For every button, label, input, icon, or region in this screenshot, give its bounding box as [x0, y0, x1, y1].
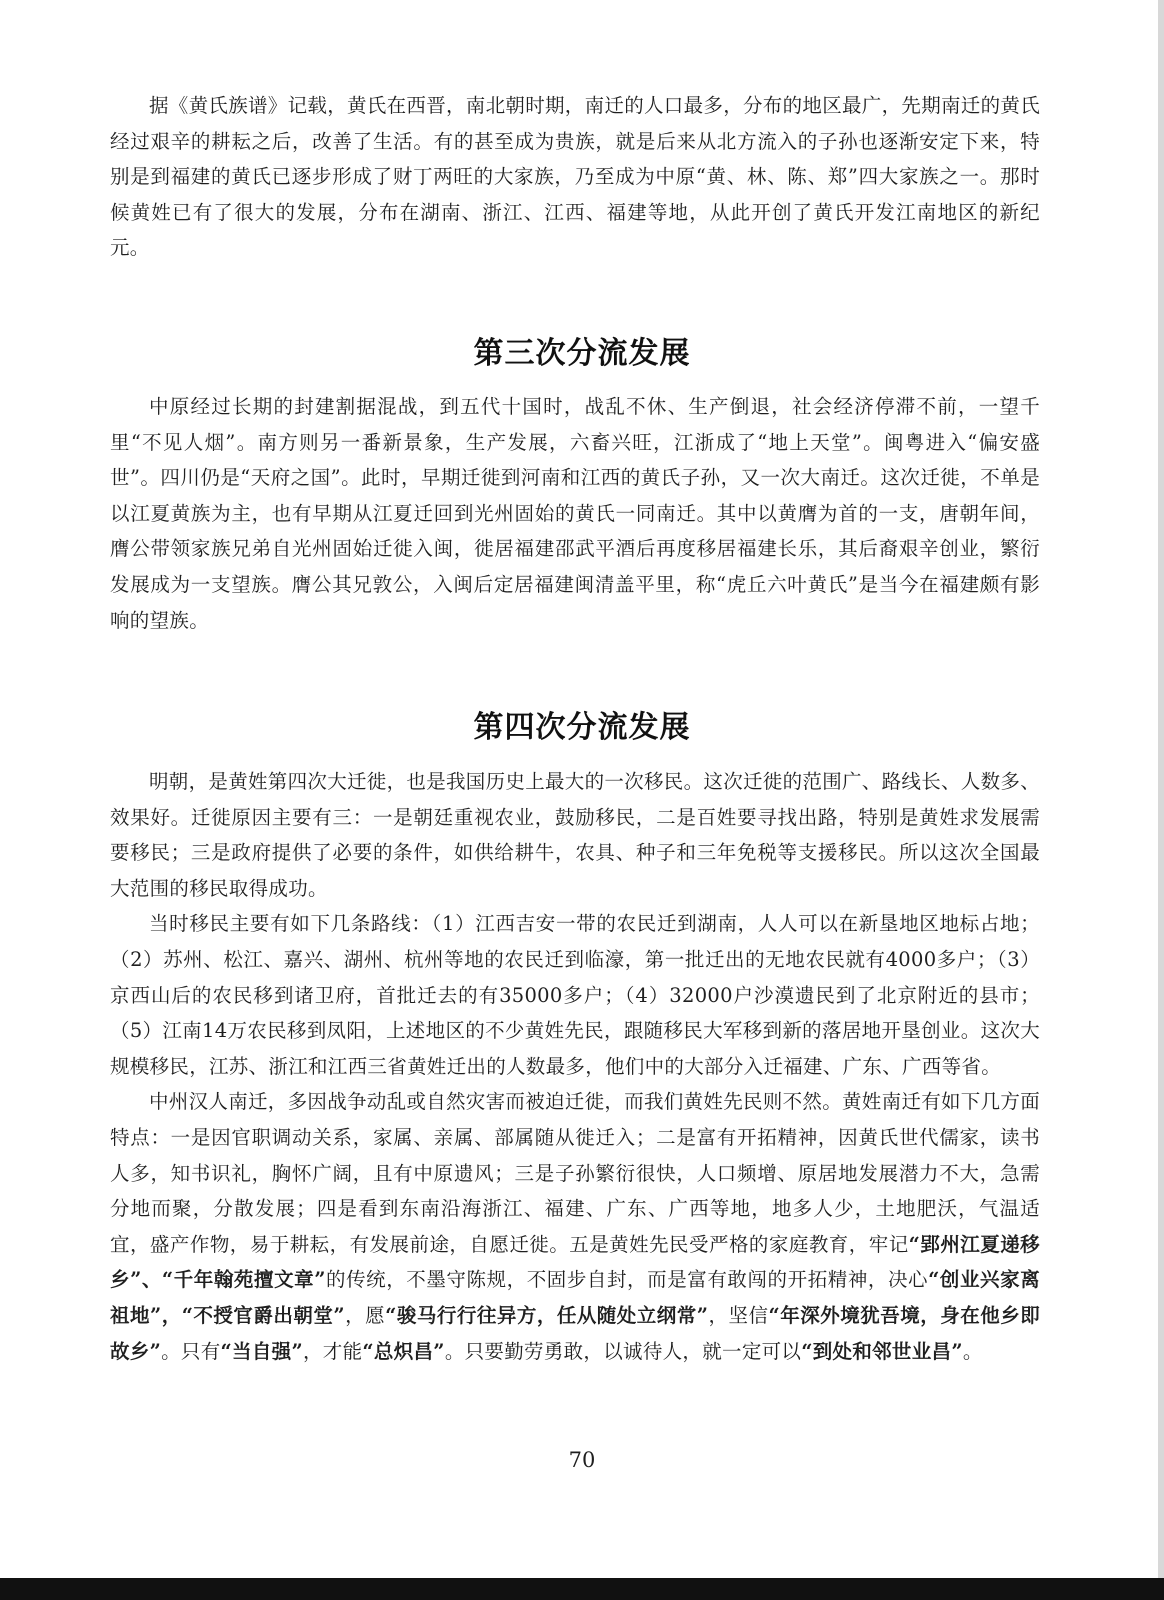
intro-paragraph: 据《黄氏族谱》记载，黄氏在西晋，南北朝时期，南迁的人口最多，分布的地区最广，先期南迁的黄氏经过艰辛的耕耘之后，改善了生活。有的甚至成为贵族，就是后来从北方流入的子孙也逐渐安定下来，特别是到福建的黄氏已逐步形成了财丁两旺的大家族，乃至成为中原“黄、林、陈、郑”四大家族之一。那时候黄姓已有了很大的发展，分布在湖南、浙江、江西、福建等地，从此开创了黄氏开发江南地区的新纪元。: [110, 94, 1041, 260]
section4-title: 第四次分流发展: [473, 710, 691, 745]
section3-title: 第三次分流发展: [473, 336, 691, 371]
page-number: 70: [568, 1448, 596, 1472]
section4-paragraph-1: 明朝，是黄姓第四次大迁徙，也是我国历史上最大的一次移民。这次迁徙的范围广、路线长、人数多、效果好。迁徙原因主要有三：一是朝廷重视农业，鼓励移民，二是百姓要寻找出路，特别是黄姓求发展需要移民；三是政府提供了必要的条件，如供给耕牛，农具、种子和三年免税等支援移民。所以这次全国最大范围的移民取得成功。: [110, 770, 1041, 900]
section4-paragraph-3: [110, 1084, 1040, 1369]
scan-edge-shade: [1158, 0, 1164, 1600]
quote-3: “骏马行行往异方，任从随处立纲常”: [385, 1303, 709, 1327]
p3-text-e: 。只有: [161, 1339, 221, 1363]
section4-body: [110, 764, 1040, 1369]
p3-text-f: ，才能: [302, 1339, 363, 1363]
quote-5: “当自强”: [220, 1339, 303, 1363]
p3-text-g: 。只要勤劳勇敢，以诚待人，就一定可以: [444, 1339, 802, 1363]
quote-6: “总炽昌”: [362, 1339, 445, 1363]
quote-1: “郢州江夏递移乡”、“千年翰苑擅文章”: [110, 1232, 1040, 1292]
quote-4: “年深外境犹吾境，身在他乡即故乡”: [110, 1303, 1040, 1363]
quote-7: “到处和邻世业昌”: [801, 1339, 963, 1363]
section3-paragraph: 中原经过长期的封建割据混战，到五代十国时，战乱不休、生产倒退，社会经济停滞不前，一望千里“不见人烟”。南方则另一番新景象，生产发展，六畜兴旺，江浙成了“地上天堂”。闽粤进入“偏安盛世”。四川仍是“天府之国”。此时，早期迁徙到河南和江西的黄氏子孙，又一次大南迁。这次迁徙，不单是以江夏黄族为主，也有早期从江夏迁回到光州固始的黄氏一同南迁。其中以黄膺为首的一支，唐朝年间，膺公带领家族兄弟自光州固始迁徙入闽，徙居福建邵武平酒后再度移居福建长乐，其后裔艰辛创业，繁衍发展成为一支望族。膺公其兄敦公，入闽后定居福建闽清盖平里，称“虎丘六叶黄氏”是当今在福建颇有影响的望族。: [110, 395, 1040, 632]
p3-text-c: ，愿: [344, 1303, 386, 1327]
p3-text-d: ，坚信: [708, 1303, 769, 1327]
intro-section: [110, 88, 1040, 266]
p3-text-h: 。: [962, 1339, 983, 1363]
quote-2: “创业兴家离祖地”，“不授官爵出朝堂”: [110, 1268, 1040, 1327]
section4-paragraph-2: 当时移民主要有如下几条路线：（1）江西吉安一带的农民迁到湖南，人人可以在新垦地区地标占地；（2）苏州、松江、嘉兴、湖州、杭州等地的农民迁到临濠，第一批迁出的无地农民就有4000多户；（3）京西山后的农民移到诸卫府，首批迁去的有35000多户；（4）32000户沙漠遗民到了北京附近的县市；（5）江南14万农民移到凤阳，上述地区的不少黄姓先民，跟随移民大军移到新的落居地开垦创业。这次大规模移民，江苏、浙江和江西三省黄姓迁出的人数最多，他们中的大部分入迁福建、广东、广西等省。: [110, 912, 1040, 1078]
p3-text-b: 的传统，不墨守陈规，不固步自封，而是富有敢闯的开拓精神，决心: [325, 1268, 929, 1292]
scan-bottom-edge: [0, 1578, 1164, 1600]
p3-text-a: 中州汉人南迁，多因战争动乱或自然灾害而被迫迁徙，而我们黄姓先民则不然。黄姓南迁有如下几方面特点：一是因官职调动关系，家属、亲属、部属随从徙迁入；二是富有开拓精神，因黄氏世代儒家，读书人多，知书识礼，胸怀广阔，且有中原遗风；三是子孙繁衍很快，人口频增、原居地发展潜力不大，急需分地而聚，分散发展；四是看到东南沿海浙江、福建、广东、广西等地，地多人少，土地肥沃，气温适宜，盛产作物，易于耕耘，有发展前途，自愿迁徙。五是黄姓先民受严格的家庭教育，牢记: [110, 1090, 1041, 1256]
section3-body: [110, 389, 1040, 638]
